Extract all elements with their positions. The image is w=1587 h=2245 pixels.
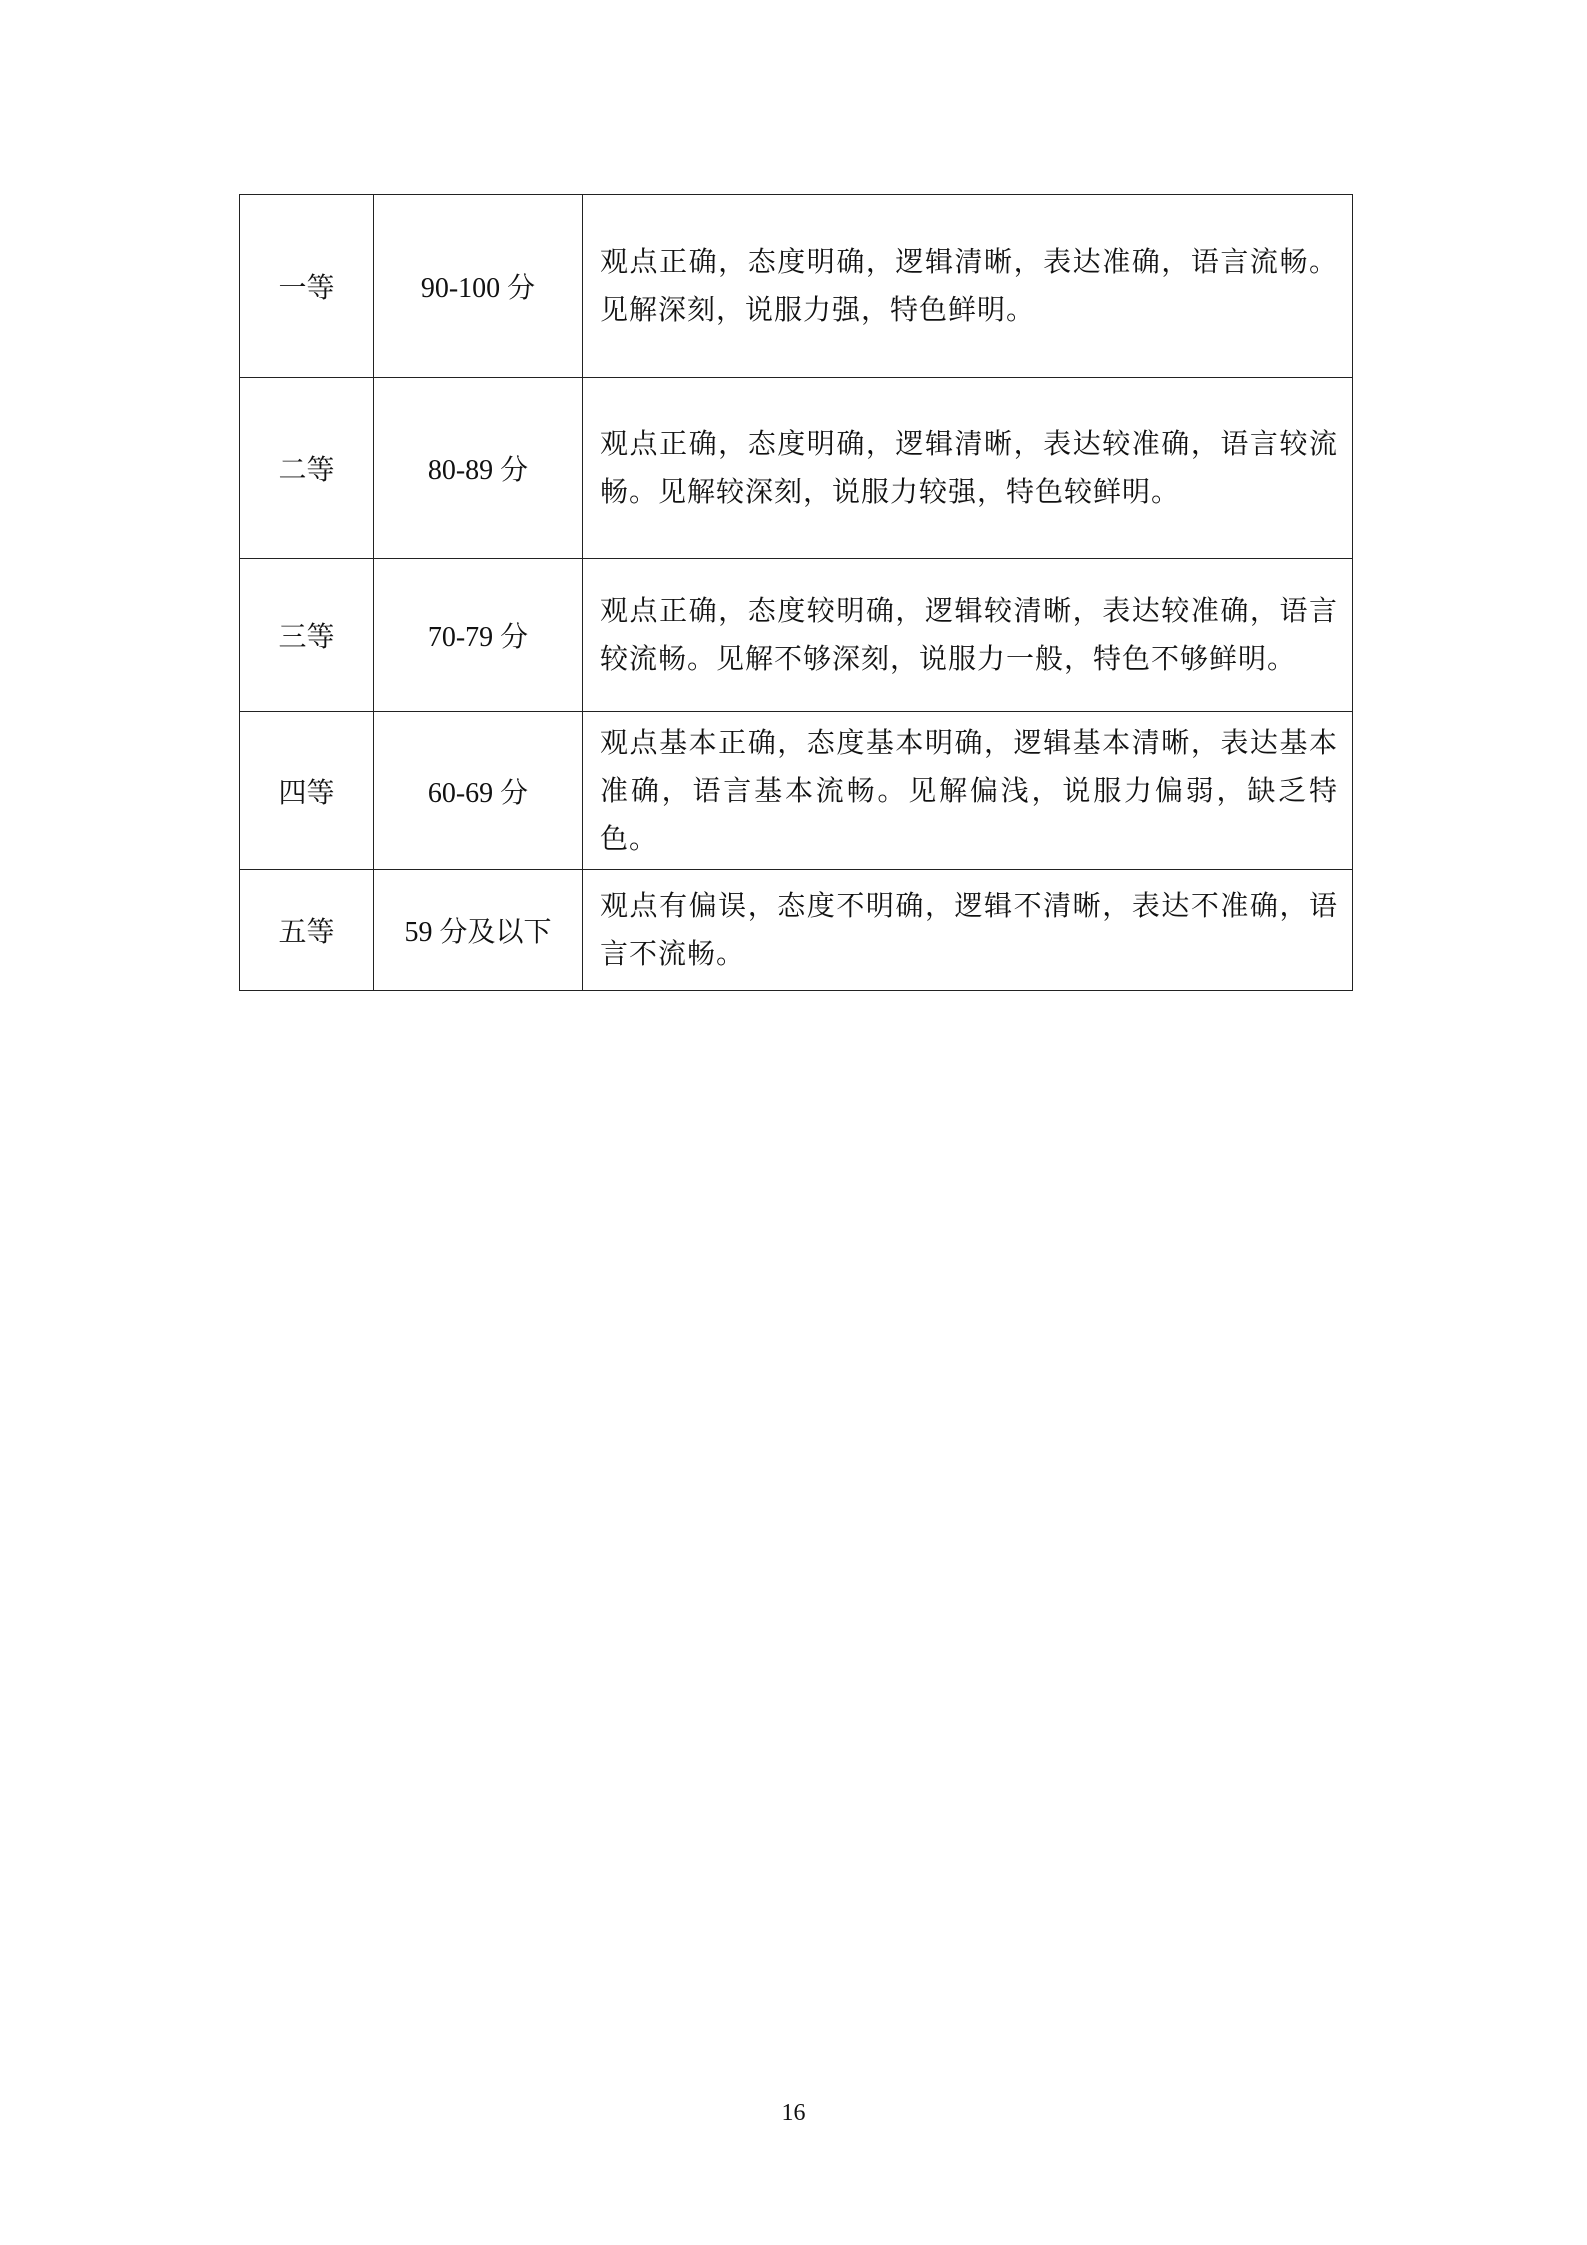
description-cell: 观点正确，态度明确，逻辑清晰，表达准确，语言流畅。见解深刻，说服力强，特色鲜明。 bbox=[583, 195, 1353, 378]
table-row bbox=[240, 870, 1353, 991]
grading-table bbox=[239, 194, 1353, 991]
grade-cell: 五等 bbox=[240, 870, 374, 991]
score-cell: 60-69 分 bbox=[374, 712, 583, 870]
grade-cell: 四等 bbox=[240, 712, 374, 870]
table-row bbox=[240, 195, 1353, 378]
description-cell: 观点正确，态度明确，逻辑清晰，表达较准确，语言较流畅。见解较深刻，说服力较强，特色较鲜明。 bbox=[583, 378, 1353, 559]
score-cell: 70-79 分 bbox=[374, 559, 583, 712]
description-cell: 观点正确，态度较明确，逻辑较清晰，表达较准确，语言较流畅。见解不够深刻，说服力一般，特色不够鲜明。 bbox=[583, 559, 1353, 712]
score-cell: 90-100 分 bbox=[374, 195, 583, 378]
grade-cell: 三等 bbox=[240, 559, 374, 712]
table-row bbox=[240, 712, 1353, 870]
score-cell: 59 分及以下 bbox=[374, 870, 583, 991]
grade-cell: 一等 bbox=[240, 195, 374, 378]
score-cell: 80-89 分 bbox=[374, 378, 583, 559]
description-cell: 观点基本正确，态度基本明确，逻辑基本清晰，表达基本准确，语言基本流畅。见解偏浅，说服力偏弱，缺乏特色。 bbox=[583, 712, 1353, 870]
description-cell: 观点有偏误，态度不明确，逻辑不清晰，表达不准确，语言不流畅。 bbox=[583, 870, 1353, 991]
page-number: 16 bbox=[781, 2100, 806, 2126]
table-row bbox=[240, 559, 1353, 712]
grade-cell: 二等 bbox=[240, 378, 374, 559]
table-row bbox=[240, 378, 1353, 559]
